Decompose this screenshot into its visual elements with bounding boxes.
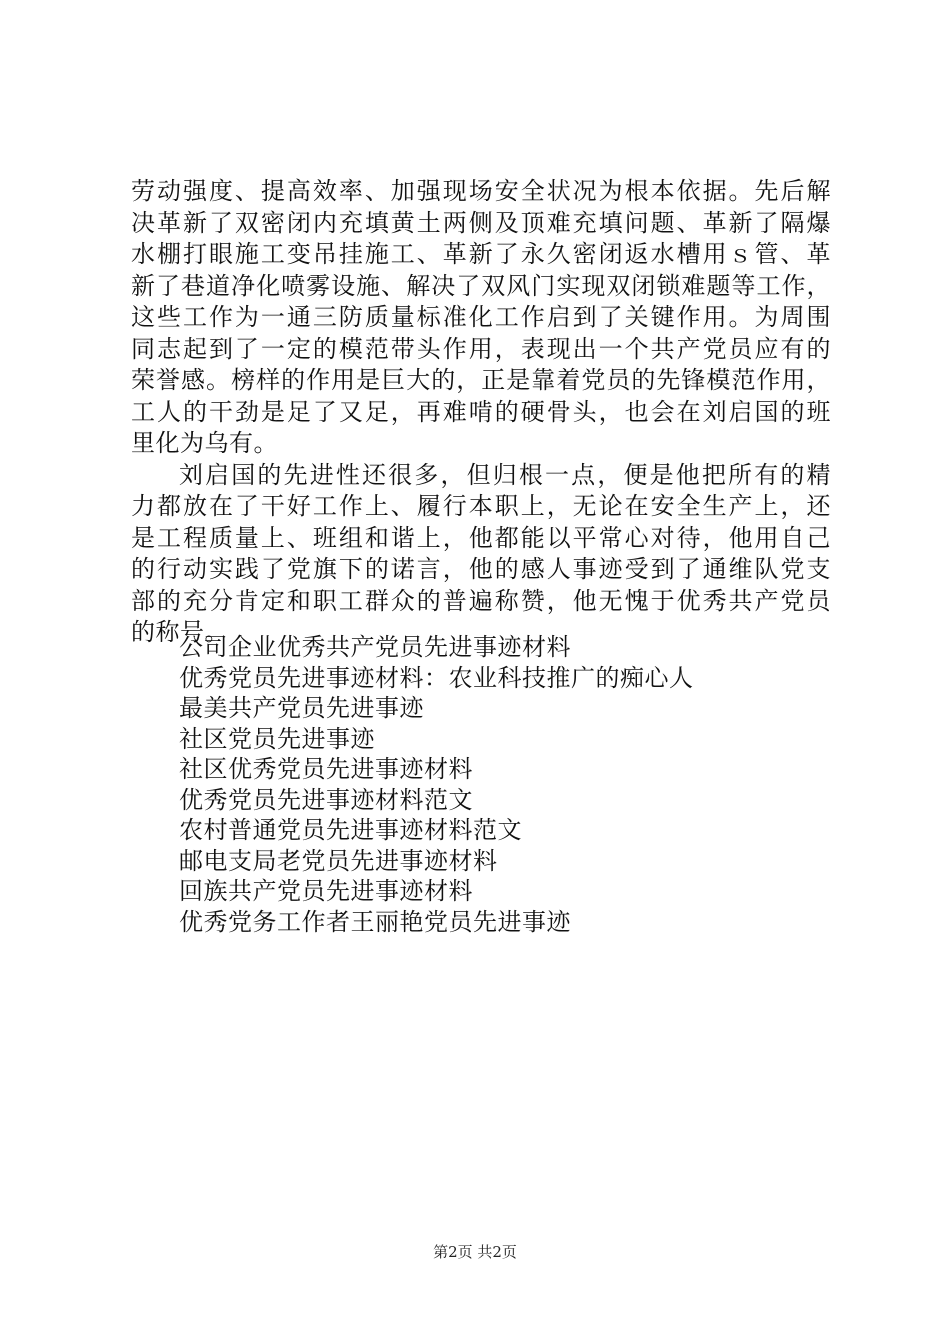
- paragraph-2-line: 部的充分肯定和职工群众的普遍称赞，他无愧于优秀共产党员: [131, 586, 831, 615]
- related-title: 最美共产党员先进事迹: [179, 694, 424, 722]
- paragraph-2-line: 刘启国的先进性还很多，但归根一点，便是他把所有的精: [179, 460, 831, 489]
- paragraph-1-line: 这些工作为一通三防质量标准化工作启到了关键作用。为周围: [131, 303, 831, 331]
- related-title: 回族共产党员先进事迹材料: [179, 877, 473, 905]
- related-title: 邮电支局老党员先进事迹材料: [179, 846, 498, 875]
- related-title: 优秀党员先进事迹材料范文: [179, 785, 473, 814]
- related-title: 公司企业优秀共产党员先进事迹材料: [179, 633, 571, 661]
- paragraph-1-line: 决革新了双密闭内充填黄土两侧及顶难充填问题、革新了隔爆: [131, 208, 831, 237]
- related-title: 农村普通党员先进事迹材料范文: [179, 816, 522, 844]
- related-title: 社区党员先进事迹: [179, 724, 375, 753]
- paragraph-2-line: 力都放在了干好工作上、履行本职上，无论在安全生产上，还: [131, 492, 831, 520]
- body-text: [131, 176, 831, 649]
- paragraph-1-line: 荣誉感。榜样的作用是巨大的，正是靠着党员的先锋模范作用，: [131, 366, 831, 394]
- related-title: 社区优秀党员先进事迹材料: [179, 755, 473, 783]
- paragraph-1-line: 水棚打眼施工变吊挂施工、革新了永久密闭返水槽用ｓ管、革: [131, 240, 831, 268]
- paragraph-1-line: 里化为乌有。: [131, 429, 278, 457]
- paragraph-1-line: 劳动强度、提高效率、加强现场安全状况为根本依据。先后解: [131, 177, 831, 205]
- paragraph-2-line: 是工程质量上、班组和谐上，他都能以平常心对待，他用自己: [131, 523, 831, 552]
- paragraph-1-line: 同志起到了一定的模范带头作用，表现出一个共产党员应有的: [131, 334, 831, 363]
- paragraph-1-line: 新了巷道净化喷雾设施、解决了双风门实现双闭锁难题等工作，: [131, 271, 831, 300]
- page-footer: 第2页 共2页: [433, 1243, 517, 1261]
- related-title: 优秀党务工作者王丽艳党员先进事迹: [179, 907, 571, 936]
- paragraph-2-line: 的称号。: [131, 618, 229, 646]
- related-titles-list: [179, 632, 799, 937]
- paragraph-1-line: 工人的干劲是足了又足，再难啃的硬骨头，也会在刘启国的班: [131, 397, 831, 426]
- paragraph-2-line: 的行动实践了党旗下的诺言，他的感人事迹受到了通维队党支: [131, 555, 831, 583]
- related-title: 优秀党员先进事迹材料：农业科技推广的痴心人: [179, 663, 694, 692]
